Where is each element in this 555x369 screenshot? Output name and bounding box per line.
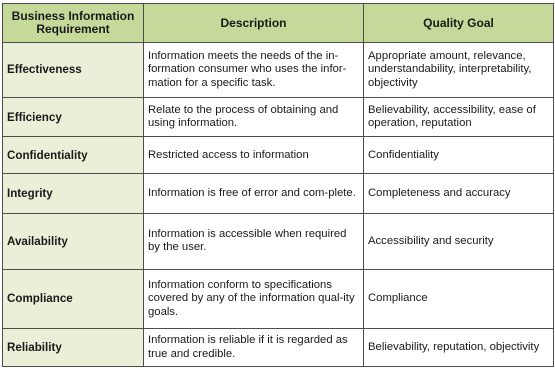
table-row — [3, 329, 554, 367]
quality-goal-cell: Appropriate amount, relevance, understandability, interpretability, objectivity — [364, 43, 554, 98]
header-requirement: Business Information Requirement — [3, 4, 144, 43]
requirement-cell: Integrity — [3, 174, 144, 214]
table-row — [3, 43, 554, 98]
requirement-cell: Availability — [3, 214, 144, 269]
description-cell: Restricted access to information — [144, 137, 364, 174]
quality-goal-cell: Confidentiality — [364, 137, 554, 174]
table-row — [3, 174, 554, 214]
header-description: Description — [144, 4, 364, 43]
table-row — [3, 214, 554, 269]
table-row — [3, 137, 554, 174]
description-cell: Information conform to specifications covered by any of the information qual-ity goals. — [144, 269, 364, 328]
quality-goal-cell: Compliance — [364, 269, 554, 328]
table-row — [3, 98, 554, 137]
quality-goal-cell: Believability, reputation, objectivity — [364, 329, 554, 367]
header-quality-goal: Quality Goal — [364, 4, 554, 43]
description-cell: Information is free of error and com-plete. — [144, 174, 364, 214]
description-cell: Information meets the needs of the in-formation consumer who uses the infor-mation for a specific task. — [144, 43, 364, 98]
requirement-cell: Reliability — [3, 329, 144, 367]
requirement-cell: Compliance — [3, 269, 144, 328]
header-row — [3, 4, 554, 43]
requirements-table — [2, 3, 554, 367]
quality-goal-cell: Believability, accessibility, ease of operation, reputation — [364, 98, 554, 137]
requirement-cell: Effectiveness — [3, 43, 144, 98]
quality-goal-cell: Completeness and accuracy — [364, 174, 554, 214]
requirement-cell: Confidentiality — [3, 137, 144, 174]
description-cell: Relate to the process of obtaining and using information. — [144, 98, 364, 137]
requirement-cell: Efficiency — [3, 98, 144, 137]
description-cell: Information is reliable if it is regarded as true and credible. — [144, 329, 364, 367]
table-row — [3, 269, 554, 328]
description-cell: Information is accessible when required by the user. — [144, 214, 364, 269]
quality-goal-cell: Accessibility and security — [364, 214, 554, 269]
